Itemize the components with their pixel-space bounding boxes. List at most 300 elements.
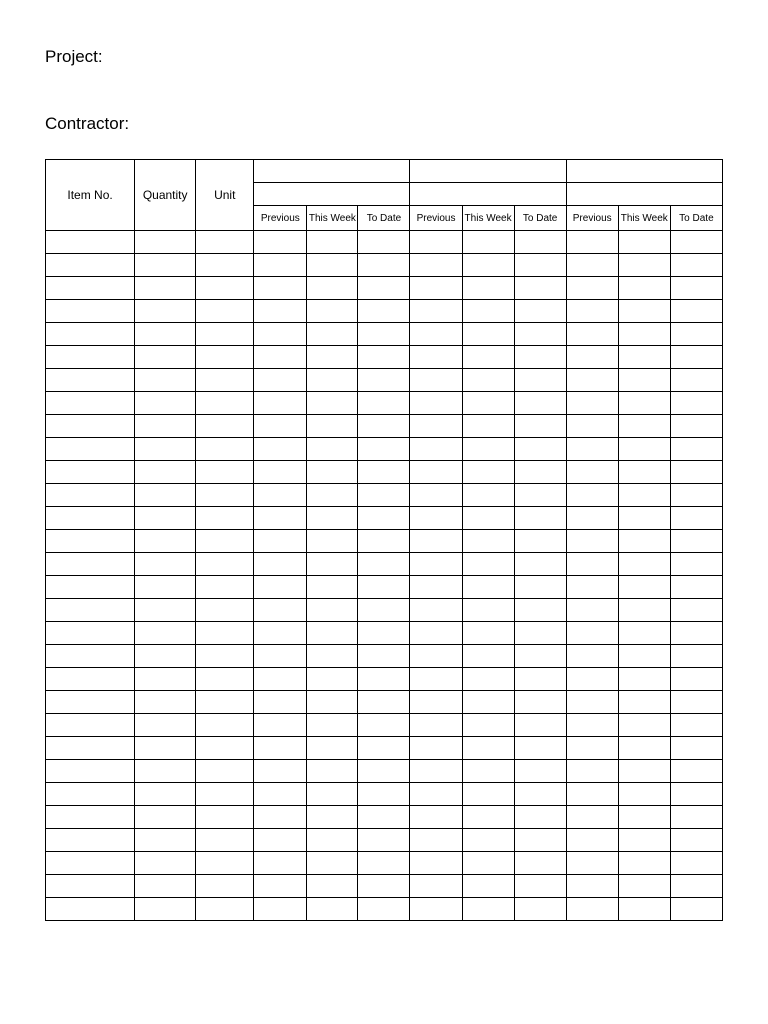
blank-cell[interactable]	[514, 622, 566, 645]
blank-cell[interactable]	[307, 300, 358, 323]
blank-cell[interactable]	[46, 507, 135, 530]
blank-cell[interactable]	[514, 898, 566, 921]
blank-cell[interactable]	[514, 760, 566, 783]
blank-cell[interactable]	[135, 231, 196, 254]
blank-cell[interactable]	[514, 783, 566, 806]
blank-cell[interactable]	[670, 599, 722, 622]
blank-cell[interactable]	[46, 898, 135, 921]
blank-cell[interactable]	[462, 783, 514, 806]
blank-cell[interactable]	[358, 346, 410, 369]
blank-cell[interactable]	[670, 737, 722, 760]
blank-cell[interactable]	[135, 346, 196, 369]
blank-cell[interactable]	[307, 622, 358, 645]
blank-cell[interactable]	[46, 415, 135, 438]
blank-cell[interactable]	[618, 622, 670, 645]
blank-cell[interactable]	[358, 323, 410, 346]
blank-cell[interactable]	[358, 300, 410, 323]
blank-cell[interactable]	[514, 507, 566, 530]
blank-cell[interactable]	[254, 231, 307, 254]
blank-cell[interactable]	[618, 300, 670, 323]
blank-cell[interactable]	[254, 346, 307, 369]
blank-cell[interactable]	[254, 277, 307, 300]
blank-cell[interactable]	[254, 622, 307, 645]
blank-cell[interactable]	[135, 553, 196, 576]
blank-cell[interactable]	[462, 599, 514, 622]
blank-cell[interactable]	[358, 461, 410, 484]
blank-cell[interactable]	[307, 553, 358, 576]
blank-cell[interactable]	[618, 737, 670, 760]
blank-cell[interactable]	[307, 668, 358, 691]
blank-cell[interactable]	[618, 806, 670, 829]
blank-cell[interactable]	[254, 507, 307, 530]
blank-cell[interactable]	[566, 668, 618, 691]
blank-cell[interactable]	[618, 691, 670, 714]
blank-cell[interactable]	[135, 277, 196, 300]
blank-cell[interactable]	[670, 829, 722, 852]
blank-cell[interactable]	[566, 875, 618, 898]
blank-cell[interactable]	[46, 829, 135, 852]
blank-cell[interactable]	[135, 783, 196, 806]
blank-cell[interactable]	[135, 415, 196, 438]
blank-cell[interactable]	[618, 898, 670, 921]
blank-cell[interactable]	[618, 875, 670, 898]
blank-cell[interactable]	[358, 645, 410, 668]
blank-cell[interactable]	[410, 852, 462, 875]
blank-cell[interactable]	[307, 346, 358, 369]
blank-cell[interactable]	[410, 645, 462, 668]
blank-cell[interactable]	[307, 484, 358, 507]
blank-cell[interactable]	[135, 622, 196, 645]
blank-cell[interactable]	[670, 231, 722, 254]
blank-cell[interactable]	[670, 392, 722, 415]
blank-cell[interactable]	[514, 277, 566, 300]
blank-cell[interactable]	[196, 691, 254, 714]
blank-cell[interactable]	[410, 553, 462, 576]
blank-cell[interactable]	[307, 691, 358, 714]
blank-cell[interactable]	[46, 530, 135, 553]
blank-cell[interactable]	[410, 530, 462, 553]
blank-cell[interactable]	[410, 875, 462, 898]
blank-cell[interactable]	[307, 438, 358, 461]
blank-cell[interactable]	[566, 484, 618, 507]
blank-cell[interactable]	[307, 507, 358, 530]
blank-cell[interactable]	[566, 622, 618, 645]
blank-cell[interactable]	[46, 461, 135, 484]
blank-cell[interactable]	[196, 852, 254, 875]
blank-cell[interactable]	[618, 438, 670, 461]
blank-cell[interactable]	[566, 461, 618, 484]
blank-cell[interactable]	[670, 668, 722, 691]
blank-cell[interactable]	[135, 852, 196, 875]
blank-cell[interactable]	[358, 553, 410, 576]
blank-cell[interactable]	[46, 622, 135, 645]
blank-cell[interactable]	[566, 346, 618, 369]
blank-cell[interactable]	[307, 576, 358, 599]
blank-cell[interactable]	[307, 737, 358, 760]
blank-cell[interactable]	[670, 461, 722, 484]
blank-cell[interactable]	[462, 438, 514, 461]
blank-cell[interactable]	[135, 254, 196, 277]
blank-cell[interactable]	[254, 392, 307, 415]
blank-cell[interactable]	[566, 438, 618, 461]
blank-cell[interactable]	[462, 369, 514, 392]
blank-cell[interactable]	[358, 829, 410, 852]
blank-cell[interactable]	[618, 760, 670, 783]
blank-cell[interactable]	[670, 852, 722, 875]
blank-cell[interactable]	[618, 461, 670, 484]
blank-cell[interactable]	[307, 783, 358, 806]
blank-cell[interactable]	[196, 346, 254, 369]
blank-cell[interactable]	[196, 668, 254, 691]
blank-cell[interactable]	[196, 875, 254, 898]
blank-cell[interactable]	[566, 277, 618, 300]
blank-cell[interactable]	[410, 691, 462, 714]
blank-cell[interactable]	[196, 530, 254, 553]
blank-cell[interactable]	[254, 484, 307, 507]
blank-cell[interactable]	[618, 599, 670, 622]
blank-cell[interactable]	[196, 576, 254, 599]
blank-cell[interactable]	[196, 783, 254, 806]
blank-cell[interactable]	[566, 369, 618, 392]
blank-cell[interactable]	[358, 737, 410, 760]
blank-cell[interactable]	[254, 829, 307, 852]
blank-cell[interactable]	[307, 392, 358, 415]
blank-cell[interactable]	[410, 484, 462, 507]
blank-cell[interactable]	[670, 691, 722, 714]
blank-cell[interactable]	[462, 530, 514, 553]
blank-cell[interactable]	[410, 576, 462, 599]
blank-cell[interactable]	[514, 852, 566, 875]
blank-cell[interactable]	[46, 300, 135, 323]
blank-cell[interactable]	[196, 392, 254, 415]
blank-cell[interactable]	[135, 645, 196, 668]
blank-cell[interactable]	[566, 783, 618, 806]
blank-cell[interactable]	[618, 346, 670, 369]
blank-cell[interactable]	[307, 323, 358, 346]
blank-cell[interactable]	[670, 415, 722, 438]
blank-cell[interactable]	[566, 254, 618, 277]
blank-cell[interactable]	[670, 783, 722, 806]
blank-cell[interactable]	[670, 346, 722, 369]
blank-cell[interactable]	[135, 461, 196, 484]
blank-cell[interactable]	[46, 346, 135, 369]
blank-cell[interactable]	[670, 898, 722, 921]
blank-cell[interactable]	[514, 576, 566, 599]
blank-cell[interactable]	[358, 668, 410, 691]
blank-cell[interactable]	[410, 622, 462, 645]
blank-cell[interactable]	[46, 599, 135, 622]
blank-cell[interactable]	[410, 415, 462, 438]
blank-cell[interactable]	[254, 553, 307, 576]
blank-cell[interactable]	[358, 875, 410, 898]
blank-cell[interactable]	[618, 392, 670, 415]
blank-cell[interactable]	[618, 484, 670, 507]
blank-cell[interactable]	[514, 484, 566, 507]
blank-cell[interactable]	[670, 645, 722, 668]
blank-cell[interactable]	[670, 760, 722, 783]
blank-cell[interactable]	[514, 714, 566, 737]
blank-cell[interactable]	[670, 438, 722, 461]
blank-cell[interactable]	[566, 231, 618, 254]
blank-cell[interactable]	[566, 714, 618, 737]
blank-cell[interactable]	[618, 714, 670, 737]
blank-cell[interactable]	[462, 323, 514, 346]
blank-cell[interactable]	[254, 415, 307, 438]
blank-cell[interactable]	[46, 323, 135, 346]
blank-cell[interactable]	[514, 323, 566, 346]
blank-cell[interactable]	[358, 438, 410, 461]
blank-cell[interactable]	[618, 277, 670, 300]
blank-cell[interactable]	[307, 898, 358, 921]
blank-cell[interactable]	[462, 852, 514, 875]
blank-cell[interactable]	[410, 254, 462, 277]
blank-cell[interactable]	[358, 530, 410, 553]
blank-cell[interactable]	[358, 852, 410, 875]
blank-cell[interactable]	[566, 599, 618, 622]
blank-cell[interactable]	[462, 346, 514, 369]
blank-cell[interactable]	[358, 277, 410, 300]
blank-cell[interactable]	[618, 507, 670, 530]
blank-cell[interactable]	[358, 369, 410, 392]
blank-cell[interactable]	[566, 530, 618, 553]
blank-cell[interactable]	[254, 714, 307, 737]
blank-cell[interactable]	[618, 231, 670, 254]
blank-cell[interactable]	[307, 530, 358, 553]
blank-cell[interactable]	[254, 461, 307, 484]
blank-cell[interactable]	[254, 369, 307, 392]
blank-cell[interactable]	[566, 507, 618, 530]
blank-cell[interactable]	[135, 691, 196, 714]
blank-cell[interactable]	[46, 369, 135, 392]
blank-cell[interactable]	[307, 760, 358, 783]
blank-cell[interactable]	[410, 346, 462, 369]
blank-cell[interactable]	[618, 668, 670, 691]
blank-cell[interactable]	[462, 231, 514, 254]
blank-cell[interactable]	[410, 760, 462, 783]
blank-cell[interactable]	[307, 369, 358, 392]
blank-cell[interactable]	[135, 369, 196, 392]
blank-cell[interactable]	[254, 760, 307, 783]
blank-cell[interactable]	[358, 484, 410, 507]
blank-cell[interactable]	[254, 599, 307, 622]
blank-cell[interactable]	[462, 875, 514, 898]
blank-cell[interactable]	[46, 852, 135, 875]
blank-cell[interactable]	[196, 622, 254, 645]
blank-cell[interactable]	[135, 323, 196, 346]
blank-cell[interactable]	[46, 783, 135, 806]
blank-cell[interactable]	[135, 714, 196, 737]
blank-cell[interactable]	[307, 254, 358, 277]
blank-cell[interactable]	[566, 852, 618, 875]
blank-cell[interactable]	[307, 852, 358, 875]
blank-cell[interactable]	[135, 599, 196, 622]
blank-cell[interactable]	[566, 737, 618, 760]
blank-cell[interactable]	[410, 300, 462, 323]
blank-cell[interactable]	[514, 438, 566, 461]
blank-cell[interactable]	[410, 668, 462, 691]
blank-cell[interactable]	[196, 553, 254, 576]
blank-cell[interactable]	[514, 369, 566, 392]
blank-cell[interactable]	[46, 254, 135, 277]
blank-cell[interactable]	[196, 484, 254, 507]
blank-cell[interactable]	[254, 668, 307, 691]
blank-cell[interactable]	[514, 553, 566, 576]
blank-cell[interactable]	[46, 438, 135, 461]
blank-cell[interactable]	[254, 300, 307, 323]
blank-cell[interactable]	[196, 323, 254, 346]
blank-cell[interactable]	[46, 484, 135, 507]
blank-cell[interactable]	[670, 806, 722, 829]
blank-cell[interactable]	[254, 691, 307, 714]
blank-cell[interactable]	[358, 254, 410, 277]
blank-cell[interactable]	[196, 599, 254, 622]
blank-cell[interactable]	[670, 553, 722, 576]
blank-cell[interactable]	[566, 392, 618, 415]
blank-cell[interactable]	[254, 438, 307, 461]
blank-cell[interactable]	[196, 714, 254, 737]
blank-cell[interactable]	[196, 898, 254, 921]
blank-cell[interactable]	[135, 829, 196, 852]
blank-cell[interactable]	[410, 369, 462, 392]
blank-cell[interactable]	[618, 852, 670, 875]
blank-cell[interactable]	[46, 806, 135, 829]
blank-cell[interactable]	[358, 507, 410, 530]
blank-cell[interactable]	[135, 875, 196, 898]
blank-cell[interactable]	[462, 300, 514, 323]
blank-cell[interactable]	[618, 553, 670, 576]
blank-cell[interactable]	[196, 645, 254, 668]
blank-cell[interactable]	[670, 622, 722, 645]
blank-cell[interactable]	[410, 737, 462, 760]
blank-cell[interactable]	[46, 691, 135, 714]
blank-cell[interactable]	[670, 484, 722, 507]
blank-cell[interactable]	[254, 875, 307, 898]
blank-cell[interactable]	[254, 806, 307, 829]
blank-cell[interactable]	[358, 622, 410, 645]
blank-cell[interactable]	[462, 553, 514, 576]
blank-cell[interactable]	[514, 806, 566, 829]
blank-cell[interactable]	[135, 806, 196, 829]
blank-cell[interactable]	[307, 645, 358, 668]
blank-cell[interactable]	[410, 392, 462, 415]
blank-cell[interactable]	[514, 668, 566, 691]
blank-cell[interactable]	[410, 783, 462, 806]
blank-cell[interactable]	[514, 392, 566, 415]
blank-cell[interactable]	[196, 829, 254, 852]
blank-cell[interactable]	[307, 829, 358, 852]
blank-cell[interactable]	[566, 415, 618, 438]
blank-cell[interactable]	[254, 323, 307, 346]
blank-cell[interactable]	[514, 231, 566, 254]
blank-cell[interactable]	[410, 231, 462, 254]
blank-cell[interactable]	[410, 599, 462, 622]
blank-cell[interactable]	[410, 806, 462, 829]
blank-cell[interactable]	[462, 737, 514, 760]
blank-cell[interactable]	[670, 323, 722, 346]
blank-cell[interactable]	[462, 714, 514, 737]
blank-cell[interactable]	[196, 254, 254, 277]
blank-cell[interactable]	[462, 668, 514, 691]
blank-cell[interactable]	[670, 300, 722, 323]
blank-cell[interactable]	[566, 806, 618, 829]
blank-cell[interactable]	[566, 576, 618, 599]
blank-cell[interactable]	[514, 415, 566, 438]
blank-cell[interactable]	[135, 392, 196, 415]
blank-cell[interactable]	[410, 323, 462, 346]
blank-cell[interactable]	[410, 714, 462, 737]
blank-cell[interactable]	[196, 231, 254, 254]
blank-cell[interactable]	[196, 806, 254, 829]
blank-cell[interactable]	[462, 691, 514, 714]
blank-cell[interactable]	[46, 392, 135, 415]
blank-cell[interactable]	[254, 783, 307, 806]
blank-cell[interactable]	[514, 691, 566, 714]
blank-cell[interactable]	[618, 415, 670, 438]
blank-cell[interactable]	[462, 461, 514, 484]
blank-cell[interactable]	[196, 507, 254, 530]
blank-cell[interactable]	[196, 438, 254, 461]
blank-cell[interactable]	[46, 576, 135, 599]
blank-cell[interactable]	[135, 576, 196, 599]
blank-cell[interactable]	[254, 645, 307, 668]
blank-cell[interactable]	[46, 668, 135, 691]
blank-cell[interactable]	[410, 461, 462, 484]
blank-cell[interactable]	[196, 277, 254, 300]
blank-cell[interactable]	[462, 392, 514, 415]
blank-cell[interactable]	[254, 898, 307, 921]
blank-cell[interactable]	[566, 691, 618, 714]
blank-cell[interactable]	[618, 645, 670, 668]
blank-cell[interactable]	[254, 737, 307, 760]
blank-cell[interactable]	[618, 323, 670, 346]
blank-cell[interactable]	[307, 714, 358, 737]
blank-cell[interactable]	[514, 254, 566, 277]
blank-cell[interactable]	[514, 875, 566, 898]
blank-cell[interactable]	[307, 875, 358, 898]
blank-cell[interactable]	[566, 323, 618, 346]
blank-cell[interactable]	[307, 599, 358, 622]
blank-cell[interactable]	[135, 898, 196, 921]
blank-cell[interactable]	[462, 622, 514, 645]
blank-cell[interactable]	[410, 507, 462, 530]
blank-cell[interactable]	[514, 599, 566, 622]
blank-cell[interactable]	[46, 231, 135, 254]
blank-cell[interactable]	[462, 898, 514, 921]
blank-cell[interactable]	[196, 300, 254, 323]
blank-cell[interactable]	[254, 254, 307, 277]
blank-cell[interactable]	[462, 507, 514, 530]
blank-cell[interactable]	[46, 277, 135, 300]
blank-cell[interactable]	[462, 484, 514, 507]
blank-cell[interactable]	[462, 415, 514, 438]
blank-cell[interactable]	[410, 277, 462, 300]
blank-cell[interactable]	[618, 530, 670, 553]
blank-cell[interactable]	[566, 760, 618, 783]
blank-cell[interactable]	[358, 898, 410, 921]
blank-cell[interactable]	[410, 829, 462, 852]
blank-cell[interactable]	[135, 484, 196, 507]
blank-cell[interactable]	[618, 829, 670, 852]
blank-cell[interactable]	[358, 415, 410, 438]
blank-cell[interactable]	[358, 392, 410, 415]
blank-cell[interactable]	[514, 530, 566, 553]
blank-cell[interactable]	[514, 829, 566, 852]
blank-cell[interactable]	[462, 806, 514, 829]
blank-cell[interactable]	[670, 254, 722, 277]
blank-cell[interactable]	[196, 737, 254, 760]
blank-cell[interactable]	[462, 645, 514, 668]
blank-cell[interactable]	[254, 576, 307, 599]
